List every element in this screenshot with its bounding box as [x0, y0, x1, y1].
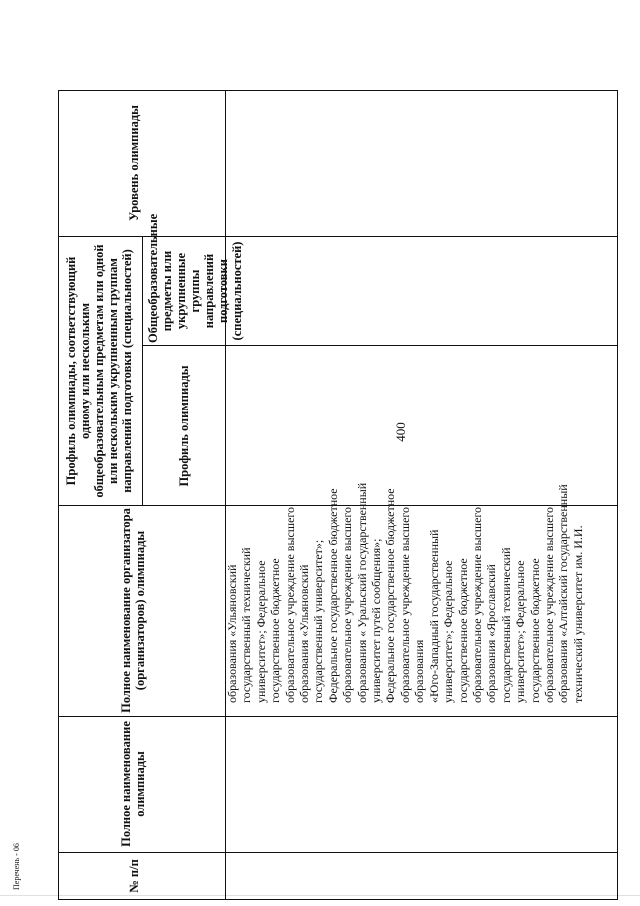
organizer-line: государственное бюджетное: [268, 558, 283, 703]
organizer-line: государственное бюджетное: [527, 558, 542, 703]
header-profile-group: Профиль олимпиады, соответствующий одному или нескольким общеобразовательным предметам или одной или нескольким укрупненным группам направлений подготовки (специальностей): [64, 244, 134, 498]
organizer-line: Федеральное государственное бюджетное: [383, 488, 398, 703]
organizer-line: образовательное учреждение высшего: [340, 506, 355, 703]
organizer-line: университет»; Федеральное: [513, 560, 528, 703]
organizer-cell: [225, 482, 585, 703]
organizer-line: образовательное учреждение высшего: [397, 506, 412, 703]
header-num: № п/п: [127, 859, 141, 893]
organizer-line: «Юго-Западный государственный: [426, 529, 441, 703]
column-divider: [59, 716, 617, 717]
organizer-line: образования « Уральский государственный: [354, 482, 369, 703]
header-organizer: Полное наименование организатора (организаторов) олимпиады: [119, 508, 147, 713]
organizer-line: технический университет им. И.И.: [570, 525, 585, 703]
page-number: 400: [393, 422, 408, 442]
organizer-line: Федеральное государственное бюджетное: [325, 488, 340, 703]
organizer-line: образования «Ульяновский: [297, 564, 312, 703]
organizer-line: государственное бюджетное: [455, 558, 470, 703]
header-olympiad-name: Полное наименование олимпиады: [119, 721, 147, 847]
header-level: Уровень олимпиады: [127, 105, 141, 221]
olympiad-table: [58, 90, 618, 900]
profile-header-divider: [142, 237, 143, 506]
organizer-line: университет путей сообщения»;: [369, 538, 384, 703]
column-divider: [59, 852, 617, 853]
organizer-line: государственный технический: [498, 547, 513, 703]
organizer-line: образования «Алтайский государственный: [556, 484, 571, 703]
header-row-divider: [225, 91, 226, 899]
organizer-line: университет»; Федеральное: [253, 560, 268, 703]
organizer-line: государственный технический: [239, 547, 254, 703]
organizer-line: образовательное учреждение высшего: [282, 506, 297, 703]
header-subjects: Общеобразовательные предметы или укрупненные группы направлений подготовки (специальностей): [146, 213, 244, 343]
column-divider: [225, 345, 617, 346]
organizer-line: образовательное учреждение высшего: [469, 506, 484, 703]
organizer-line: университет»; Федеральное: [441, 560, 456, 703]
header-profile: Профиль олимпиады: [177, 365, 191, 487]
footer-note: Перечень - 06: [12, 843, 21, 890]
organizer-line: образования «Ярославский: [484, 564, 499, 703]
organizer-line: образования: [412, 639, 427, 703]
organizer-line: образования «Ульяновский: [225, 564, 239, 703]
profile-subheader-divider: [142, 345, 225, 346]
table-frame: [58, 90, 618, 900]
organizer-line: образовательное учреждение высшего: [541, 506, 556, 703]
organizer-line: государственный университет»;: [311, 539, 326, 703]
